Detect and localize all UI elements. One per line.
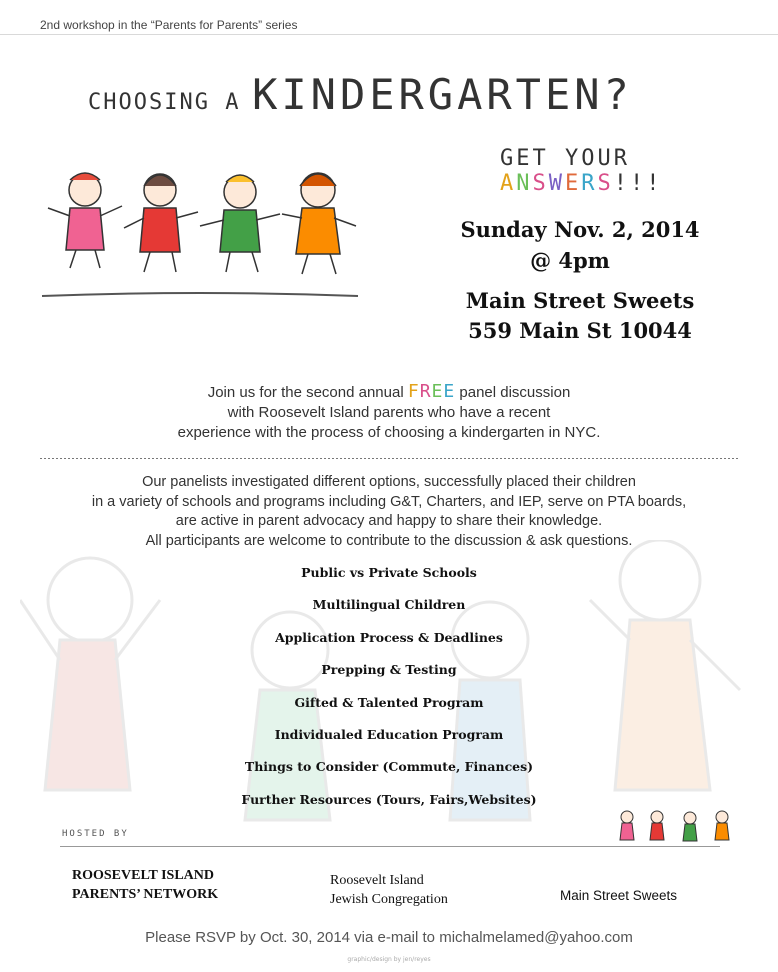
topic-item: Application Process & Deadlines (275, 629, 503, 645)
intro-free (408, 381, 455, 402)
panel-line3: are active in parent advocacy and happy to share their knowledge. (175, 513, 603, 529)
event-time: @ 4pm (530, 248, 610, 273)
host2-line1: Roosevelt Island (330, 873, 424, 888)
topic-item: Individualed Education Program (274, 726, 504, 742)
subtitle-answers (500, 171, 614, 196)
topic-item: Prepping & Testing (321, 662, 457, 678)
topics-list (0, 563, 778, 822)
rsvp-note: Please RSVP by Oct. 30, 2014 via e-mail to michalmelamed@yahoo.com (145, 929, 633, 946)
title-kindergarten: KINDERGARTEN? (252, 70, 633, 119)
top-divider (0, 34, 778, 35)
event-date: Sunday Nov. 2, 2014 (460, 217, 700, 242)
topic-item: Gifted & Talented Program (294, 694, 484, 710)
intro-line1-post: panel discussion (459, 384, 571, 401)
event-venue: Main Street Sweets (465, 288, 695, 313)
page-title (88, 70, 633, 119)
answers-letter: S (532, 171, 549, 196)
host-roosevelt-island-parents-network (72, 866, 218, 904)
host1-line2: PARENTS’ NETWORK (72, 887, 219, 902)
free-letter: E (443, 381, 456, 402)
section-divider (40, 458, 740, 459)
kids-illustration (40, 168, 360, 303)
free-letter: F (407, 381, 420, 402)
subtitle-get-your: GET YOUR (500, 146, 630, 171)
panel-line2: in a variety of schools and programs including G&T, Charters, and IEP, serve on PTA boards, (91, 493, 687, 510)
series-note: 2nd workshop in the “Parents for Parents” series (40, 18, 298, 32)
free-letter: R (419, 381, 432, 402)
intro-text (60, 382, 718, 443)
topic-item: Public vs Private Schools (301, 565, 477, 580)
topic-item: Things to Consider (Commute, Finances) (244, 759, 534, 775)
host2-line2: Jewish Congregation (330, 892, 448, 907)
subtitle-bangs: !!! (613, 171, 663, 196)
topic-item: Further Resources (Tours, Fairs,Websites) (241, 791, 537, 807)
hosted-by-label: HOSTED BY (62, 829, 129, 839)
hosted-divider (60, 846, 720, 847)
event-address: 559 Main St 10044 (468, 318, 692, 343)
free-letter: E (431, 381, 444, 402)
title-choosing: CHOOSING A (88, 90, 241, 115)
answers-letter: A (500, 171, 517, 196)
answers-letter: S (597, 171, 614, 196)
host-main-street-sweets: Main Street Sweets (560, 888, 678, 903)
panel-description (30, 473, 748, 551)
answers-letter: R (581, 171, 598, 196)
intro-line2: with Roosevelt Island parents who have a recent (227, 404, 551, 421)
host1-line1: ROOSEVELT ISLAND (72, 868, 215, 883)
intro-line1-pre: Join us for the second annual (207, 384, 404, 401)
answers-letter: E (565, 171, 582, 196)
design-credit: graphic/design by jen/reyes (347, 956, 431, 963)
subtitle-get-your-answers (500, 146, 778, 196)
host-roosevelt-island-jewish-congregation (330, 871, 448, 909)
panel-line1: Our panelists investigated different options, successfully placed their children (142, 474, 636, 490)
topic-item: Multilingual Children (312, 597, 466, 613)
answers-letter: W (548, 171, 565, 196)
answers-letter: N (516, 171, 533, 196)
panel-line4: All participants are welcome to contribute to the discussion & ask questions. (145, 532, 633, 549)
intro-line3: experience with the process of choosing a kindergarten in NYC. (177, 424, 601, 441)
